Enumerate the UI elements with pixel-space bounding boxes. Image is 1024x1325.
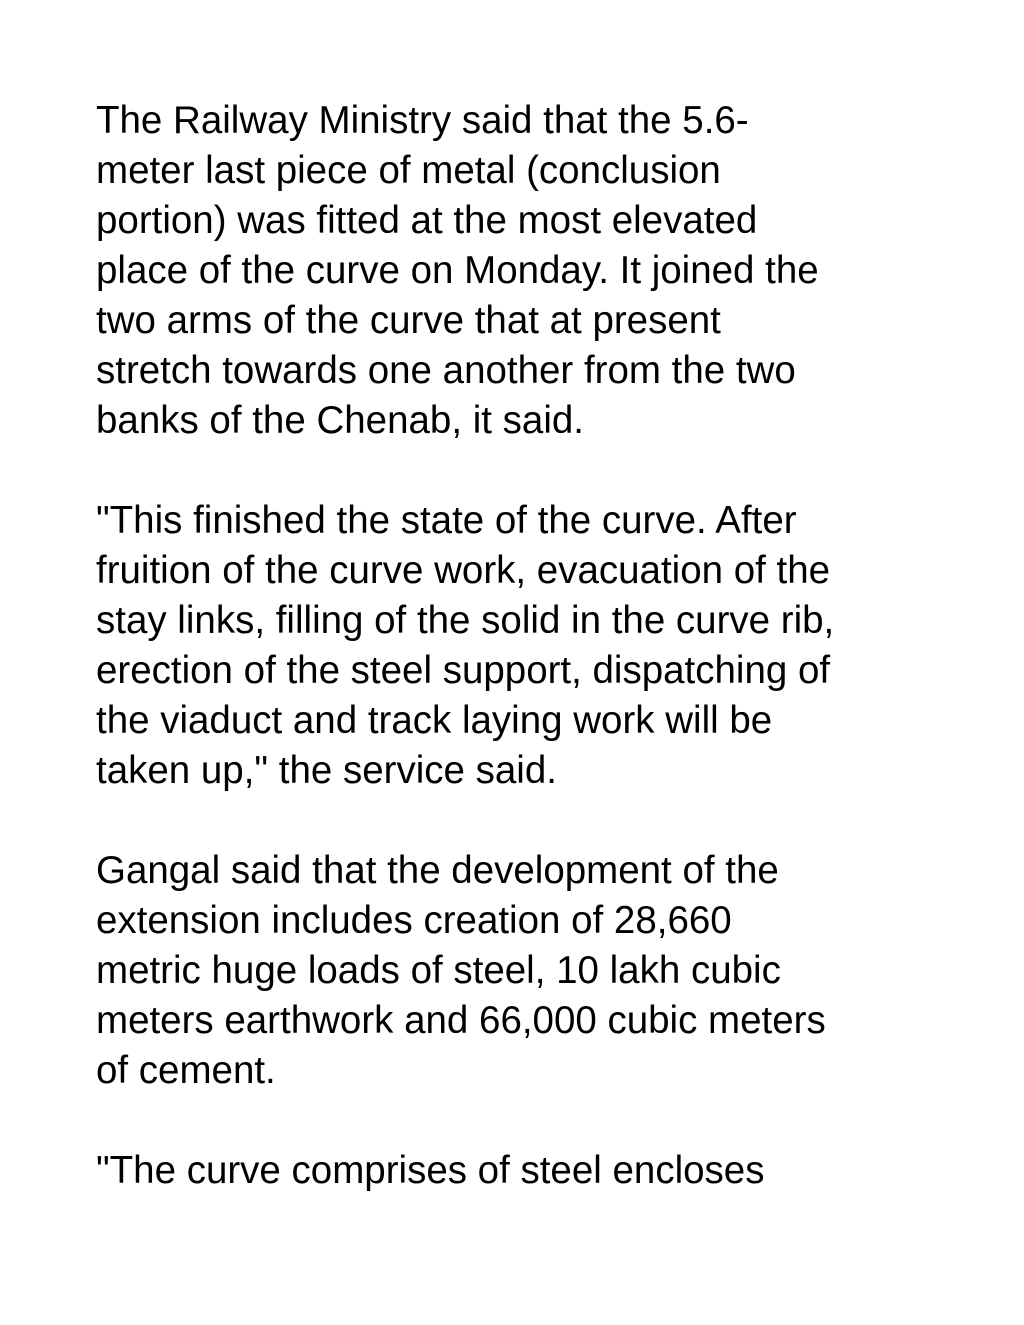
document-page bbox=[96, 96, 956, 1246]
paragraph-railway-ministry: The Railway Ministry said that the 5.6- meter last piece of metal (conclusion portion) was fitted at the most elevated place of the curve on Monday. It joined the two arms of the curve that at present stretch towards one another from the two banks of the Chenab, it said. bbox=[96, 99, 819, 442]
paragraph-curve-finished-quote: "This finished the state of the curve. After fruition of the curve work, evacuation of the stay links, filling of the solid in the curve rib, erection of the steel support, dispatching of the viaduct and track laying work will be taken up," the service said. bbox=[96, 499, 835, 792]
paragraph-curve-comprises: "The curve comprises of steel encloses bbox=[96, 1149, 765, 1192]
paragraph-gangal-development: Gangal said that the development of the extension includes creation of 28,660 metric huge loads of steel, 10 lakh cubic meters earthwork and 66,000 cubic meters of cement. bbox=[96, 849, 826, 1092]
